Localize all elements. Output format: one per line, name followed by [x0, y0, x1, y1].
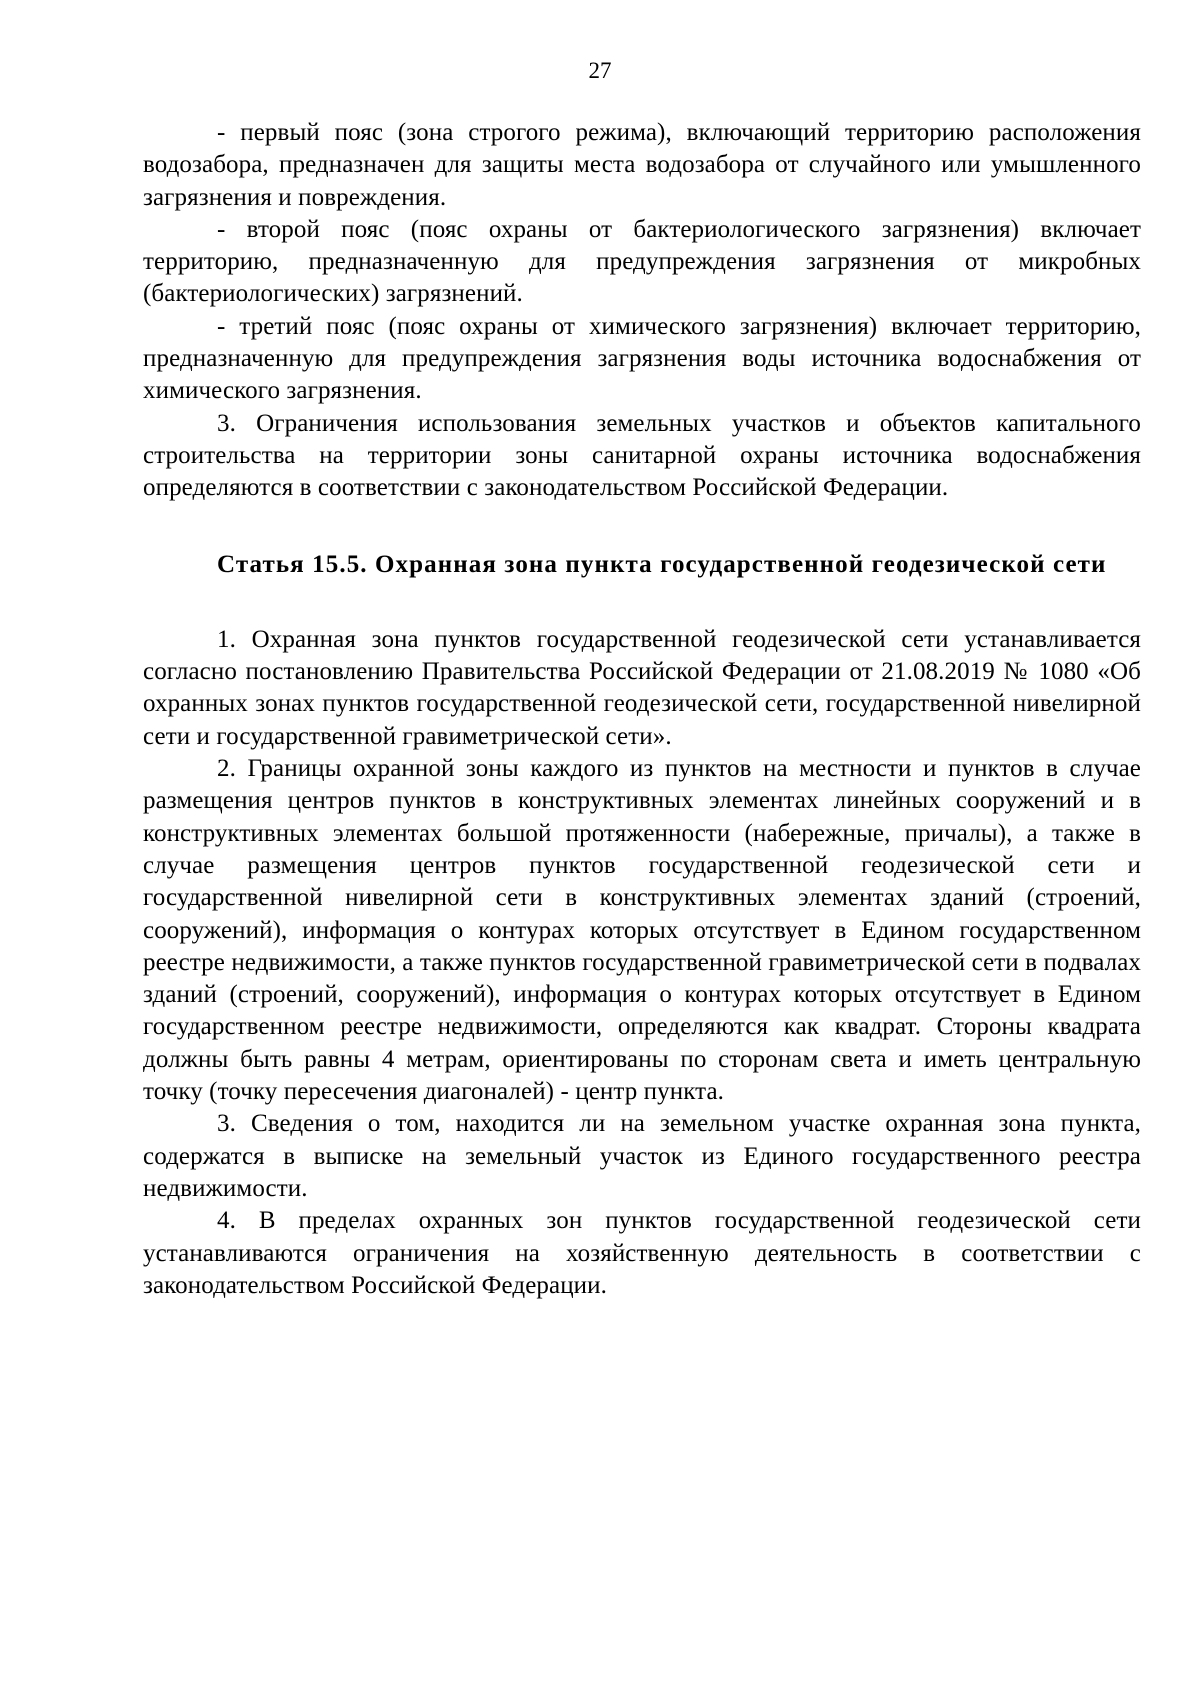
paragraph-restrictions: 3. Ограничения использования земельных участков и объектов капитального строительства на территории зоны санитарной охраны источника водоснабжения определяются в соответствии с законодательством Российской Федерации.: [143, 409, 1141, 502]
document-body: [143, 117, 1141, 1302]
heading-spacer: [143, 581, 1141, 624]
paragraph-article-3: 3. Сведения о том, находится ли на земельном участке охранная зона пункта, содержатся в выписке на земельный участок из Единого государственного реестра недвижимости.: [143, 1110, 1141, 1202]
paragraph-article-1: 1. Охранная зона пунктов государственной геодезической сети устанавливается согласно постановлению Правительства Российской Федерации от 21.08.2019 № 1080 «Об охранных зонах пунктов государственной геодезической сети, государственной нивелирной сети и государственной гравиметрической сети».: [143, 625, 1141, 750]
article-heading: Статья 15.5. Охранная зона пункта государственной геодезической сети: [217, 550, 1107, 578]
page-number: 27: [588, 58, 612, 83]
paragraph-article-4: 4. В пределах охранных зон пунктов государственной геодезической сети устанавливаются ограничения на хозяйственную деятельность в соответствии с законодательством Российской Федерации.: [143, 1207, 1141, 1299]
paragraph-article-2: 2. Границы охранной зоны каждого из пунктов на местности и пунктов в случае размещения центров пунктов в конструктивных элементах линейных сооружений и в конструктивных элементах большой протяженности (набережные, причалы), а также в случае размещения центров пунктов государственной геодезической сети и государственной нивелирной сети в конструктивных элементах зданий (строений, сооружений), информация о контурах которых отсутствует в Едином государственном реестре недвижимости, а также пунктов государственной гравиметрической сети в подвалах зданий (строений, сооружений), информация о контурах которых отсутствует в Едином государственном реестре недвижимости, определяются как квадрат. Стороны квадрата должны быть равны 4 метрам, ориентированы по сторонам света и иметь центральную точку (точку пересечения диагоналей) - центр пункта.: [143, 755, 1141, 1106]
paragraph-second-belt: - второй пояс (пояс охраны от бактериологического загрязнения) включает территорию, предназначенную для предупреждения загрязнения от микробных (бактериологических) загрязнений.: [143, 215, 1141, 308]
paragraph-third-belt: - третий пояс (пояс охраны от химического загрязнения) включает территорию, предназначенную для предупреждения загрязнения воды источника водоснабжения от химического загрязнения.: [143, 312, 1141, 405]
paragraph-first-belt: - первый пояс (зона строгого режима), включающий территорию расположения водозабора, предназначен для защиты места водозабора от случайного или умышленного загрязнения и повреждения.: [143, 119, 1141, 211]
